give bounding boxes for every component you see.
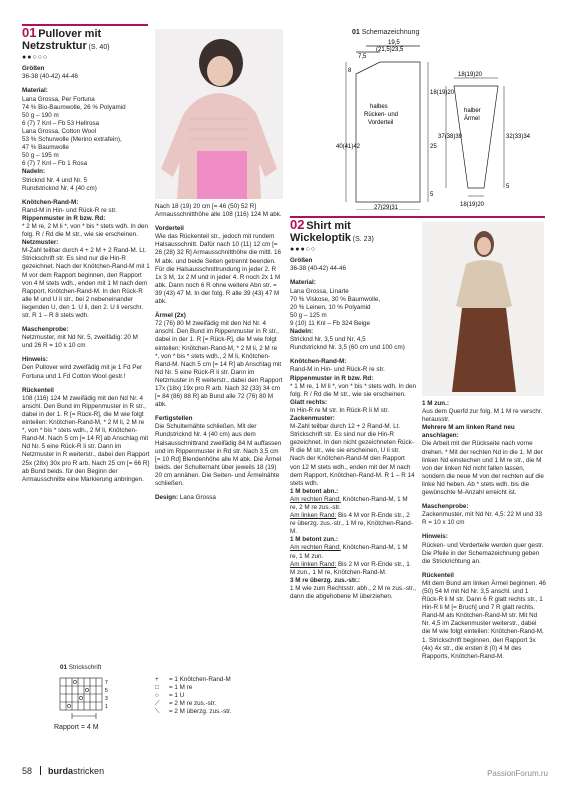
- inc-text: Aus dem Querfd zur folg. M 1 M re verschr. herausstr.: [422, 408, 543, 424]
- legend-text: = 1 M re: [169, 684, 193, 692]
- increase-heading: 1 M betont zun.:: [290, 536, 338, 544]
- dim-label: 18(19)20: [460, 202, 485, 208]
- chart-num: 01: [60, 664, 68, 671]
- decrease-left-text: Bis 4 M vor R-Ende str., 2 re überzg. zus.-str., 1 M re, Knötchen-Rand-M.: [290, 512, 413, 536]
- material-line: Lana Grossa, Linarte: [290, 287, 349, 295]
- material-heading: Material:: [290, 279, 316, 287]
- material-line: 50 g – 190 m: [22, 111, 59, 119]
- legend-symbol: ⟋: [155, 700, 160, 708]
- rib-text: * 2 M re, 2 M li *, von * bis * stets wdh. In den folg. R / Rd die M str., wie sie erscheinen.: [22, 222, 148, 239]
- model-photo-shirt: [422, 222, 544, 396]
- dim-label: 8: [348, 68, 352, 74]
- note-text: Den Pullover wird zweifädig mit je 1 Fd Per Fortuna und 1 Fd Cotton Wool gestr.!: [22, 364, 143, 380]
- needles-heading: Nadeln:: [290, 328, 314, 336]
- dim-label: 37(38)39: [438, 134, 463, 140]
- stockinette-text: In Hin-R re M str. In Rück-R li M str.: [290, 406, 390, 414]
- schema-heading: [352, 29, 419, 37]
- right-edge-label: Am rechten Rand:: [290, 544, 341, 552]
- dim-label: (21,5)23,5: [376, 47, 404, 53]
- front-heading: Vorderteil: [155, 225, 184, 233]
- edge-stitch-text: Rand-M in Hin- und Rück-R re str.: [22, 206, 117, 214]
- piece-label: Rücken- und: [364, 112, 399, 118]
- legend-symbol: □: [155, 684, 159, 692]
- dim-label: 7,5: [358, 54, 367, 60]
- needles-line: Rundstricknd Nr. 4 (40 cm): [22, 184, 97, 192]
- material-line: 47 % Baumwolle: [22, 144, 69, 152]
- sleeve-heading: Ärmel (2x): [155, 312, 186, 320]
- finishing-heading: Fertigstellen: [155, 415, 193, 423]
- dim-label: 5: [430, 192, 434, 198]
- sleeve-text: 72 (76) 80 M zweifädig mit den Nd Nr. 4 anschl. Den Bund im Rippenmuster in R str., dabei in der 1. R [= Rück-R], die M wie folgt einteilen: Knötchen-Rand-M, * 2 M li, 2 M re *, von * bis * stets wdh., 2 M li, Knötchen-Rand-M. Nach 5 cm [= 14 R] ab Anschlag mit Nd Nr. 5 eine Rück-R li str. Dann im Netzmuster in R weiterstr., dabei den Rapport 17x (18x) 19x pro R arb. Nach 32 (33) 34 cm [= 84 (86) 88 R] ab Bund alle 72 (76) 80 M abk.: [155, 320, 283, 409]
- material-line: Lana Grossa, Per Fortuna: [22, 95, 95, 103]
- rib-heading: Rippenmuster in R bzw. Rd:: [290, 374, 374, 382]
- rib-text: * 1 M re, 1 M li *, von * bis * stets wdh. In den folg. R / Rd die M str., wie sie erscheinen.: [290, 382, 416, 398]
- stockinette-heading: Glatt rechts:: [290, 398, 328, 406]
- legend-text: = 1 U: [169, 692, 185, 700]
- pattern-title-2: Wickeloptik: [290, 232, 352, 245]
- watermark: PassionForum.ru: [487, 769, 548, 778]
- section-01-col2: [155, 203, 283, 502]
- accent-bar: [22, 24, 148, 26]
- material-line: 9 (10) 11 Knl – Fb 324 Beige: [290, 319, 371, 327]
- decrease-right-text: Knötchen-Rand-M, 1 M re, 2 M re zus.-str.: [290, 495, 408, 511]
- rapport-label: Rapport = 4 M: [54, 724, 99, 731]
- pattern-number: 02: [290, 217, 305, 232]
- zigzag-heading: Zackenmuster:: [290, 414, 335, 422]
- dim-label: 40(41)42: [336, 144, 361, 150]
- section-01-col1: [22, 25, 150, 484]
- model-photo-pullover: [155, 29, 283, 199]
- needles-line: Stricknd Nr. 3,5 und Nr. 4,5: [290, 336, 366, 344]
- page-ref: (S. 40): [88, 44, 110, 52]
- left-edge-label: Am linken Rand:: [290, 560, 337, 568]
- piece-label: Vorderteil: [368, 120, 394, 126]
- needles-heading: Nadeln:: [22, 168, 46, 176]
- material-line: 20 % Leinen, 10 % Polyamid: [290, 303, 371, 311]
- section-02-col1: [290, 217, 416, 601]
- legend-symbol: +: [155, 676, 159, 683]
- legend-symbol: ○: [155, 692, 159, 700]
- edge-stitch-heading: Knötchen-Rand-M:: [22, 198, 79, 206]
- material-heading: Material:: [22, 87, 48, 95]
- page-number: 58: [22, 766, 33, 776]
- dim-label: 25: [430, 144, 437, 150]
- chart-row-label: 7: [105, 680, 108, 686]
- back-text: 108 (116) 124 M zweifädig mit den Nd Nr. 4 anschl. Den Bund im Rippenmuster in R str., dabei in der 1. R [= Rück-R], die M wie folgt einteilen: Knötchen-Rand-M, * 2 M li, 2 M re *, von * bis * stets wdh., 2 M li, Knötchen-Rand-M. Nach 5 cm [= 14 R] ab Anschlag mit Nd Nr. 5 eine Rück-R li str. Dann im Netzmuster in R weiterstr., dabei den Rapport 25x (28x) 30x pro R arb. Nach 25 cm [= 66 R] ab Bund beids. für den Beginn der Armausschnitte eine Markierung anbringen.: [22, 394, 150, 483]
- page-footer: [22, 766, 104, 775]
- brand-suffix: stricken: [73, 766, 105, 776]
- design-label: Design:: [155, 494, 179, 502]
- note-heading: Hinweis:: [22, 356, 48, 364]
- accent-bar-02: [290, 216, 545, 218]
- inc-heading: 1 M zun.:: [422, 400, 449, 407]
- dim-label: 27(29)31: [374, 205, 399, 210]
- pattern-number: 01: [22, 25, 37, 40]
- gauge-heading: Maschenprobe:: [422, 503, 469, 511]
- three-together-text: 1 M wie zum Rechtsstr. abh., 2 M re zus.-str., dann die abgehobene M überziehen.: [290, 584, 416, 601]
- legend-text: = 1 Knötchen-Rand-M: [169, 676, 231, 683]
- material-line: 50 g – 195 m: [22, 152, 59, 160]
- edge-stitch-text: Rand-M in Hin- und Rück-R re str.: [290, 366, 385, 374]
- three-together-heading: 3 M re überzg. zus.-str.:: [290, 576, 360, 584]
- net-heading: Netzmuster:: [22, 239, 59, 247]
- material-list: [22, 96, 150, 169]
- section-02-col2: [422, 400, 546, 661]
- dim-label: 18(19)20: [430, 90, 455, 96]
- pattern-title: Shirt mit: [306, 220, 351, 232]
- increase-right-text: Knötchen-Rand-M, 1 M re, 1 M zun.: [290, 544, 408, 560]
- edge-stitch-heading: Knötchen-Rand-M:: [290, 358, 347, 366]
- schema-title: Schemazeichnung: [361, 29, 420, 36]
- piece-label: halber: [464, 108, 481, 114]
- front-text: Wie das Rückenteil str., jedoch mit rundem Halsausschnitt. Dafür nach 10 (11) 12 cm [= 26 (28) 32 R] Armausschnitthöhe die mittl. 16 M abk. und beide Seiten getrennt beenden. Für die Halsausschnittrundung in jeder 2. R 1x 3 M, 1x 2 M und in jeder 4. R noch 2x 1 M abk. Dann noch 6 R ohne weitere Abn str. = 39 (43) 47 M. In der folg. R alle 39 (43) 47 M abk.: [155, 233, 282, 306]
- brand-name: burda: [48, 766, 74, 776]
- back-text: Mit dem Bund am linken Ärmel beginnen. 46 (50) 54 M mit Nd Nr. 3,5 anschl. und 1 Rück-R li M str. Dann 6 R glatt rechts str., 1 Hin-R li M [= Bruch] und 7 R glatt rechts, Rand-M als Knötchen-Rand-M str. Mit Nd Nr. 4,5 im Zackenmuster weiterstr., dabei die M wie folgt einteilen: Knötchen-Rand-M, 1. Strickschrift beginnen, den Rapport 3x (4x) 4x str., die ersten 8 (0) 4 M des Rapports, Knötchen-Rand-M.: [422, 579, 546, 660]
- dim-label: 5: [506, 184, 510, 190]
- difficulty-dots: ●●○○○: [22, 54, 49, 62]
- zigzag-text: M-Zahl teilbar durch 12 + 2 Rand-M. Lt. Strickschrift str. Es sind nur die Hin-R gezeichnet. In den nicht gezeichneten Rück-R die M str., wie sie erscheinen, U li str. Nach der Knötchen-Rand-M den Rapport von 12 M stets wdh., enden mit der M nach dem Rapport, Knötchen-Rand-M. R 1 – R 14 stets wdh.: [290, 423, 415, 487]
- schematic-drawing: [336, 38, 546, 210]
- material-line: 53 % Schurwolle (Merino extrafein),: [22, 136, 122, 144]
- piece-label: halbes: [370, 104, 388, 110]
- chart-row-label: 5: [105, 688, 108, 694]
- needles-line: Rundstricknd Nr. 3,5 (60 cm und 100 cm): [290, 344, 405, 352]
- back-heading: Rückenteil: [422, 571, 454, 579]
- finishing-text: Die Schulternähte schließen. Mit der Rundstricknd Nr. 4 (40 cm) aus dem Halsausschnittrand zweifädig 84 M auffassen und im Rippenmuster in Rd str. Nach 3,5 cm [= 10 Rd] Blendenhöhe alle M abk. Die Ärmel beids. der Schulternaht über jeweils 18 (19) 20 cm annähen. Die Seiten- und Ärmelnähte schließen.: [155, 423, 282, 487]
- page-ref: (S. 23): [352, 236, 374, 244]
- sizes: 36-38 (40-42) 44-46: [290, 265, 347, 273]
- legend-text: = 2 M überzg. zus.-str.: [169, 708, 232, 716]
- cast-on-heading: Mehrere M am linken Rand neu anschlagen:: [422, 424, 515, 440]
- pattern-title-2: Netzstruktur: [22, 40, 87, 53]
- dim-label: 19,5: [388, 40, 400, 46]
- dim-label: 32(33)34: [506, 134, 531, 140]
- legend-text: = 2 M re zus.-str.: [169, 700, 217, 708]
- material-line: 6 (7) 7 Knl – Fb 1 Rosa: [22, 160, 88, 168]
- net-text: M-Zahl teilbar durch 4 + 2 M + 2 Rand-M. Lt. Strickschrift str. Es sind nur die Hin-R gezeichnet. Nach der Knötchen-Rand-M mit 1 M vor dem Rapport beginnen, den Rapport von 4 M stets wdh., enden mit 1 M nach dem Rapport, Knötchen-Rand-M. In den Rück-R alle M und U li str., bei 2 nebeneinander liegenden U, den 1. U li, den 2. U li verschr. str. R 1 – R 8 stets wdh.: [22, 247, 150, 319]
- right-edge-label: Am rechten Rand:: [290, 495, 341, 503]
- gauge-heading: Maschenprobe:: [22, 326, 69, 334]
- note-heading: Hinweis:: [422, 533, 448, 541]
- sizes-heading: Größen: [22, 65, 45, 73]
- piece-label: Ärmel: [464, 116, 480, 122]
- legend-symbol: ⟍: [155, 708, 160, 716]
- rib-heading: Rippenmuster in R bzw. Rd:: [22, 214, 106, 222]
- needles-line: Stricknd Nr. 4 und Nr. 5: [22, 176, 88, 184]
- dim-label: 18(19)20: [458, 72, 483, 78]
- chart-legend: [155, 676, 283, 716]
- armhole-text: Nach 18 (19) 20 cm [= 46 (50) 52 R] Armausschnitthöhe alle 108 (116) 124 M abk.: [155, 203, 282, 219]
- back-heading: Rückenteil: [22, 386, 54, 394]
- chart-row-label: 3: [105, 696, 108, 702]
- chart-row-label: 1: [105, 704, 108, 710]
- design-value: Lana Grossa: [179, 494, 216, 502]
- sizes: 36-38 (40-42) 44-46: [22, 73, 79, 81]
- left-edge-label: Am linken Rand:: [290, 512, 337, 520]
- material-line: Lana Grossa, Cotton Wool: [22, 127, 97, 135]
- decrease-heading: 1 M betont abn.:: [290, 487, 339, 495]
- note-text: Rücken- und Vorderteile werden quer gestr. Die Pfeile in der Schemazeichnung geben die Strickrichtung an.: [422, 541, 544, 565]
- material-line: 74 % Bio-Baumwolle, 26 % Polyamid: [22, 103, 126, 111]
- increase-left-text: Bis 2 M vor R-Ende str., 1 M zun., 1 M re, Knötchen-Rand-M.: [290, 560, 410, 576]
- material-line: 50 g – 125 m: [290, 311, 327, 319]
- chart-title: Strickschrift: [68, 664, 102, 671]
- sizes-heading: Größen: [290, 257, 313, 265]
- material-line: 6 (7) 7 Knl – Fb 53 Hellrosa: [22, 119, 99, 127]
- pattern-title: Pullover mit: [38, 28, 102, 40]
- material-line: 70 % Viskose, 30 % Baumwolle,: [290, 295, 381, 303]
- gauge-text: Netzmuster, mit Nd Nr. 5, zweifädig: 20 M und 26 R = 10 x 10 cm: [22, 334, 138, 350]
- chart-heading: [60, 664, 101, 672]
- gauge-text: Zackenmuster, mit Nd Nr. 4,5: 22 M und 33 R = 10 x 10 cm: [422, 511, 543, 527]
- footer-divider: [40, 766, 41, 775]
- cast-on-text: Die Arbeit mit der Rückseite nach vorne drehen. * Mit der rechten Nd in die 1. M der linken Nd einstechen und 1 M re str., die M von der linken Nd nicht fallen lassen, sondern die neue M von der rechten auf die linke Nd heben. Ab * stets wdh. bis die gewünschte M-Anzahl erreicht ist.: [422, 440, 544, 497]
- difficulty-dots: ●●●○○: [290, 246, 317, 254]
- schema-num: 01: [352, 29, 360, 36]
